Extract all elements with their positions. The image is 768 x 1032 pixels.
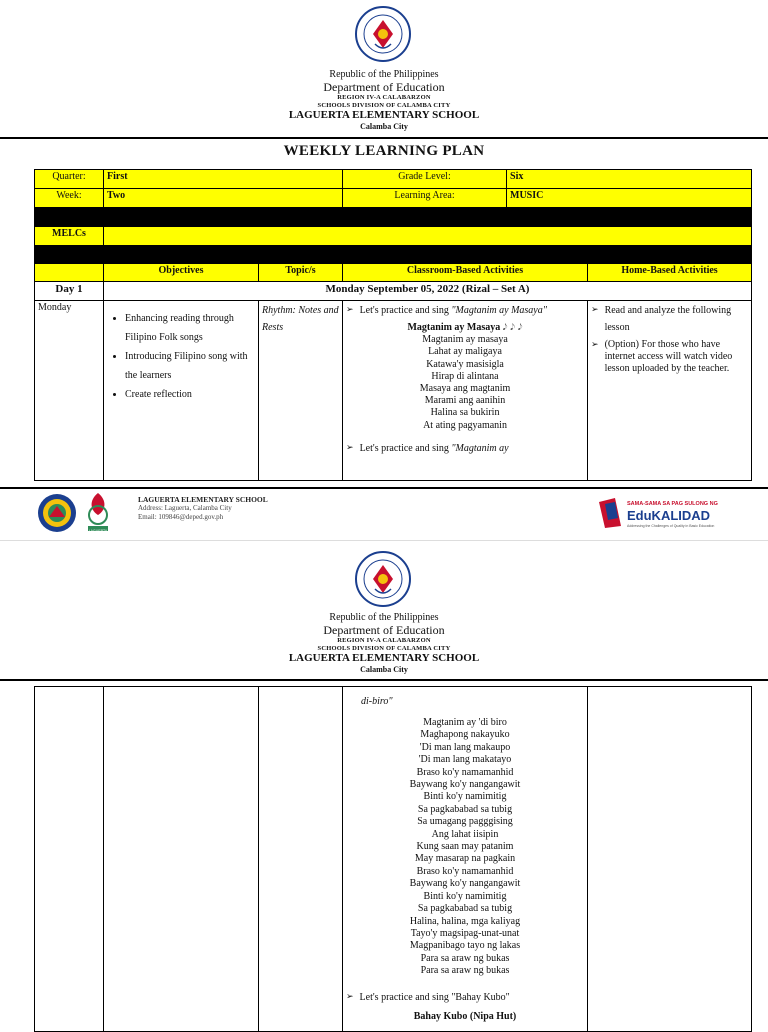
lyric-line: Masaya ang magtanim [419, 383, 511, 395]
column-header-classroom: Classroom-Based Activities [343, 264, 588, 282]
column-blank [35, 264, 104, 282]
footer-address: Address: Laguerta, Calamba City [138, 504, 232, 512]
objective-item: • Create reflection [125, 385, 255, 404]
page-footer [0, 487, 768, 537]
weekday-cell [35, 687, 104, 1032]
division-line: SCHOOLS DIVISION OF CALAMBA CITY [317, 644, 451, 652]
song-title: Magtanim ay Masaya [407, 322, 501, 333]
division-line: SCHOOLS DIVISION OF CALAMBA CITY [317, 101, 451, 109]
objectives-list [107, 309, 255, 404]
lyric-line: 'Di man lang makatayo [418, 754, 512, 766]
lyric-line: Baywang ko'y nangangawit [409, 779, 521, 791]
song-name: "Magtanim ay Masaya" [451, 305, 547, 316]
lyric-line: Halina, halina, mga kaliyag [409, 915, 521, 927]
edukalidad-logo-icon [597, 496, 737, 530]
page-2 [0, 545, 768, 1024]
weekday-cell: Monday [35, 301, 104, 481]
header-divider [0, 679, 768, 681]
objective-item: • Enhancing reading through Filipino Folk songs [125, 309, 255, 347]
day-label: Day 1 [35, 282, 104, 301]
division-logo-icon [83, 491, 113, 533]
music-notes-icon: 𝅘𝅥𝅮 𝅘𝅥𝅮 𝅘𝅥𝅮 [502, 323, 523, 333]
area-value: MUSIC [507, 189, 752, 208]
lyric-line: Magtanim ay 'di biro [423, 717, 507, 728]
footer-email: Email: 109846@deped.gov.ph [138, 513, 224, 521]
activity-text: Let's practice and sing [359, 442, 452, 454]
header-divider [0, 137, 768, 139]
home-item [591, 302, 748, 336]
quarter-value: First [104, 170, 343, 189]
republic-line: Republic of the Philippines [329, 69, 439, 80]
topic-cell: Rhythm: Notes and Rests [259, 301, 343, 481]
activity-item [346, 440, 584, 457]
song-name: "Magtanim ay [451, 442, 509, 454]
learning-plan-table [34, 169, 752, 481]
song-lyrics [346, 334, 584, 432]
lyric-line: Braso ko'y namamanhid [416, 865, 514, 877]
school-logo-icon [37, 493, 77, 533]
melcs-value [104, 227, 752, 246]
activity-text: Let's practice and sing "Bahay Kubo" [359, 991, 510, 1003]
week-label: Week: [35, 189, 104, 208]
area-label: Learning Area: [343, 189, 507, 208]
black-band [35, 208, 752, 227]
page-title: WEEKLY LEARNING PLAN [283, 143, 485, 159]
activity-item [346, 989, 584, 1006]
arrow-bullet-icon: ➢ [591, 340, 599, 350]
lyric-line: Sa pagkababad sa tubig [417, 903, 513, 915]
home-text: Read and analyze the following lesson [604, 305, 732, 333]
classroom-cell [343, 687, 588, 1032]
lyric-line: Baywang ko'y nangangawit [409, 878, 521, 890]
letterhead [0, 612, 768, 674]
objectives-cell [104, 301, 259, 481]
column-header-objectives: Objectives [104, 264, 259, 282]
quarter-label: Quarter: [35, 170, 104, 189]
lyric-line: Binti ko'y namimitig [423, 890, 507, 902]
home-text: (Option) For those who have internet access will watch video lesson uploaded by the teacher. [604, 339, 733, 374]
grade-value: Six [507, 170, 752, 189]
melcs-label: MELCs [35, 227, 104, 246]
lyric-line: Sa pagkababad sa tubig [417, 803, 513, 815]
week-value: Two [104, 189, 343, 208]
deped-seal-icon [355, 551, 411, 607]
song-name-continued: di-biro" [361, 696, 393, 707]
black-band [35, 246, 752, 264]
lyric-line: May masarap na pagkain [414, 853, 516, 865]
lyric-line: Sa umagang pagggising [417, 816, 513, 828]
home-cell [588, 301, 752, 481]
school-name: LAGUERTA ELEMENTARY SCHOOL [288, 652, 480, 665]
column-header-home: Home-Based Activities [588, 264, 752, 282]
lyric-line: Kung saan may patanim [416, 841, 514, 853]
activity-item [346, 302, 584, 319]
republic-line: Republic of the Philippines [329, 612, 439, 623]
department-line: Department of Education [323, 622, 445, 637]
lyric-line: Magtanim ay masaya [422, 334, 508, 346]
home-cell [588, 687, 752, 1032]
lyric-line: Tayo'y magsipag-unat-unat [410, 927, 520, 939]
deped-seal-icon [355, 6, 411, 62]
edukalidad-subtitle: Addressing the Challenges of Quality in Basic Education [627, 524, 715, 528]
objective-item: • Introducing Filipino song with the learners [125, 347, 255, 385]
lyric-line: Lahat ay maligaya [428, 346, 502, 358]
edukalidad-tagline: SAMA-SAMA SA PAG SULONG NG [627, 501, 718, 507]
lyric-line: Hirap di alintana [431, 370, 499, 382]
lyric-line: Para sa araw ng bukas [420, 952, 510, 964]
region-line: REGION IV-A CALABARZON [337, 94, 431, 102]
page-break [0, 540, 768, 541]
edukalidad-wordmark: EduKALIDAD [627, 508, 711, 523]
activity-text: Let's practice and sing [359, 305, 452, 316]
song-lyrics [346, 717, 584, 978]
footer-contact [138, 495, 268, 522]
arrow-bullet-icon: ➢ [346, 305, 354, 315]
classroom-cell [343, 301, 588, 481]
school-name: LAGUERTA ELEMENTARY SCHOOL [288, 109, 480, 122]
lyric-line: 'Di man lang makaupo [419, 741, 511, 753]
lyric-line: Katawa'y masisigla [426, 358, 504, 370]
footer-school-name: LAGUERTA ELEMENTARY SCHOOL [138, 495, 268, 504]
grade-label: Grade Level: [343, 170, 507, 189]
division-logo-text: LAGUERTA [88, 529, 108, 533]
objectives-cell [104, 687, 259, 1032]
lyric-line: Para sa araw ng bukas [420, 965, 510, 977]
lyric-line: Maghapong nakayuko [420, 729, 510, 741]
lyric-line: Braso ko'y namamanhid [416, 766, 514, 778]
city-line: Calamba City [360, 121, 408, 131]
letterhead [0, 69, 768, 131]
city-line: Calamba City [360, 664, 408, 674]
lyric-line: At ating pagyamanin [423, 419, 507, 431]
column-header-topics: Topic/s [259, 264, 343, 282]
lyric-line: Ang lahat iisipin [431, 828, 499, 840]
topic-cell [259, 687, 343, 1032]
lyric-line: Marami ang aanihin [424, 395, 506, 407]
lyric-line: Halina sa bukirin [430, 407, 500, 419]
song-title: Bahay Kubo (Nipa Hut) [413, 1010, 517, 1022]
department-line: Department of Education [323, 79, 445, 94]
lyric-line: Binti ko'y namimitig [423, 791, 507, 803]
day-date: Monday September 05, 2022 (Rizal – Set A) [104, 282, 752, 301]
arrow-bullet-icon: ➢ [346, 991, 354, 1002]
arrow-bullet-icon: ➢ [346, 442, 354, 453]
home-item [591, 339, 748, 375]
arrow-bullet-icon: ➢ [591, 305, 599, 315]
region-line: REGION IV-A CALABARZON [337, 637, 431, 645]
lyric-line: Magpanibago tayo ng lakas [409, 940, 521, 952]
footer-divider [0, 487, 768, 489]
learning-plan-table-continued [34, 686, 752, 1032]
